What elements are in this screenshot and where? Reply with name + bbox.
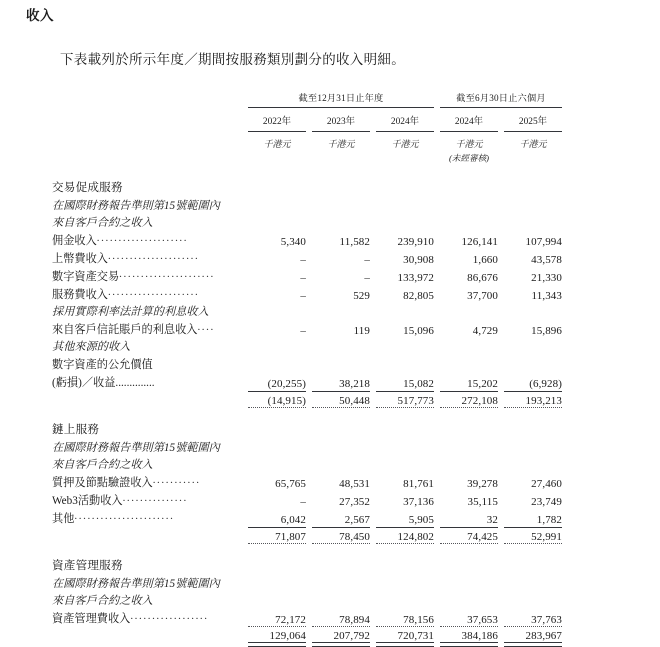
page-title: 收入: [26, 8, 54, 23]
section-1-subtitle-ifrs15: 在國際財務報告準則第15號範圍內: [52, 200, 220, 212]
leader-dots: .....................: [107, 286, 200, 298]
row-label-commission: 佣金收入.....................: [52, 232, 189, 247]
col-unit-2025-interim: 千港元: [519, 139, 547, 149]
section-3-subtitle2-row: [52, 591, 562, 608]
table-row: [52, 372, 562, 390]
cell-web3-2024i: 35,115: [467, 496, 498, 508]
grand-total-row: [52, 627, 562, 642]
cell-staking-2023: 48,531: [339, 478, 370, 490]
cell-listing-fee-2023: –: [364, 254, 370, 266]
table-header-group-row: [52, 90, 562, 106]
col-header-2025-interim: 2025年: [518, 117, 548, 127]
cell-service-fee-2023: 529: [353, 290, 370, 302]
section-title-asset-management: 資產管理服務: [52, 559, 123, 572]
cell-staking-2022: 65,765: [275, 478, 306, 490]
section-1-group3-title-row: [52, 337, 562, 354]
cell-listing-fee-2024i: 1,660: [472, 254, 498, 266]
section-1-group2-title-row: [52, 302, 562, 319]
subtotal-2-2024: 124,802: [397, 531, 434, 543]
table-header-note-row: [52, 150, 562, 166]
grand-total-2024i: 384,186: [461, 630, 498, 642]
double-rule-2023: [312, 642, 370, 647]
cell-fv-2024: 15,082: [403, 378, 434, 390]
leader-dots: .....................: [96, 232, 189, 244]
section-1-subtitle1-row: [52, 196, 562, 213]
table-row: [52, 490, 562, 508]
leader-dots: .......................: [74, 510, 175, 522]
section-2-subtitle1-row: [52, 438, 562, 455]
cell-commission-2022: 5,340: [280, 236, 306, 248]
section-1-subtitle-contracts: 來自客戶合約之收入: [52, 217, 153, 229]
subtotal-2-2024i: 74,425: [467, 531, 498, 543]
row-label-service-fee: 服務費收入.....................: [52, 286, 200, 301]
cell-other-onchain-2024i: 32: [486, 514, 498, 526]
grand-total-double-rule-row: [52, 642, 562, 647]
section-1-subtitle2-row: [52, 213, 562, 230]
cell-trust-interest-2025i: 15,896: [531, 325, 562, 337]
double-rule-2024i: [440, 642, 498, 647]
cell-service-fee-2022: –: [300, 290, 306, 302]
section-3-subtitle1-row: [52, 574, 562, 591]
cell-am-fee-2022: 72,172: [275, 614, 306, 626]
cell-commission-2024i: 126,141: [461, 236, 498, 248]
cell-dat-2023: –: [364, 272, 370, 284]
subtotal-2-2025i: 52,991: [531, 531, 562, 543]
section-2-subtotal-row: [52, 528, 562, 544]
grand-total-2025i: 283,967: [525, 630, 562, 642]
section-2-title-row: [52, 408, 562, 438]
col-header-2024-interim: 2024年: [454, 117, 484, 127]
cell-fv-2025i: (6,928): [529, 378, 562, 390]
leader-dots: .....................: [107, 250, 200, 262]
subtotal-1-2025i: 193,213: [525, 395, 562, 407]
cell-listing-fee-2022: –: [300, 254, 306, 266]
cell-commission-2025i: 107,994: [525, 236, 562, 248]
cell-fv-2022: (20,255): [267, 378, 306, 390]
table-row: [52, 608, 562, 626]
double-rule-2022: [248, 642, 306, 647]
cell-commission-2023: 11,582: [339, 236, 370, 248]
table-row: [52, 472, 562, 490]
leader-dots: ......................: [119, 268, 215, 280]
col-unit-2024: 千港元: [391, 139, 419, 149]
cell-dat-2024: 133,972: [397, 272, 434, 284]
col-header-2024: 2024年: [390, 117, 420, 127]
column-group-annual: 截至12月31日止年度: [298, 93, 384, 103]
cell-web3-2022: –: [300, 496, 306, 508]
row-label-staking: 質押及節點驗證收入...........: [52, 474, 201, 489]
row-label-digital-asset-trading: 數字資產交易......................: [52, 268, 215, 283]
section-1-group-other-sources: 其他來源的收入: [52, 341, 131, 353]
row-label-am-fee: 資產管理費收入..................: [52, 610, 209, 625]
table-header-year-row: [52, 108, 562, 131]
cell-trust-interest-2022: –: [300, 325, 306, 337]
table-row: [52, 248, 562, 266]
section-title-transaction: 交易促成服務: [52, 181, 123, 194]
cell-commission-2024: 239,910: [397, 236, 434, 248]
cell-trust-interest-2024: 15,096: [403, 325, 434, 337]
leader-dots: ...............: [122, 492, 188, 504]
cell-service-fee-2025i: 11,343: [531, 290, 562, 302]
grand-total-2023: 207,792: [333, 630, 370, 642]
row-label-web3: Web3活動收入...............: [52, 492, 188, 507]
revenue-breakdown-table: [52, 90, 562, 647]
double-rule-2025i: [504, 642, 562, 647]
col-unit-2023: 千港元: [327, 139, 355, 149]
table-row: [52, 266, 562, 284]
section-2-subtitle2-row: [52, 455, 562, 472]
cell-fv-2024i: 15,202: [467, 378, 498, 390]
section-3-subtitle-contracts: 來自客戶合約之收入: [52, 595, 153, 607]
cell-dat-2024i: 86,676: [467, 272, 498, 284]
section-title-onchain: 鏈上服務: [52, 423, 100, 436]
row-label-fv-line1: 數字資產的公允價值: [52, 359, 153, 371]
cell-other-onchain-2025i: 1,782: [536, 514, 562, 526]
section-2-subtitle-ifrs15: 在國際財務報告準則第15號範圍內: [52, 442, 220, 454]
cell-am-fee-2024: 78,156: [403, 614, 434, 626]
col-header-2023: 2023年: [326, 117, 356, 127]
cell-am-fee-2024i: 37,653: [467, 614, 498, 626]
section-1-group-effective-interest: 採用實際利率法計算的利息收入: [52, 306, 209, 318]
table-row: [52, 230, 562, 248]
table-row: [52, 319, 562, 337]
subtotal-2-2022: 71,807: [275, 531, 306, 543]
subtotal-2-2023: 78,450: [339, 531, 370, 543]
section-3-subtitle-ifrs15: 在國際財務報告準則第15號範圍內: [52, 578, 220, 590]
cell-trust-interest-2024i: 4,729: [472, 325, 498, 337]
grand-total-2024: 720,731: [397, 630, 434, 642]
cell-other-onchain-2022: 6,042: [280, 514, 306, 526]
col-note-2024-interim: (未經審核): [448, 153, 490, 163]
section-1-title-row: [52, 166, 562, 196]
section-1-fv-label-row: [52, 354, 562, 372]
cell-dat-2025i: 21,330: [531, 272, 562, 284]
row-label-other-onchain: 其他.......................: [52, 510, 175, 525]
table-row: [52, 284, 562, 302]
row-label-trust-interest: 來自客戶信託賬戶的利息收入....: [52, 321, 215, 336]
row-label-fv-line2: (虧損)／收益..............: [52, 377, 155, 389]
leader-dots: ....: [197, 321, 215, 333]
cell-other-onchain-2023: 2,567: [344, 514, 370, 526]
row-label-listing-fee: 上幣費收入.....................: [52, 250, 200, 265]
subtotal-1-2023: 50,448: [339, 395, 370, 407]
cell-web3-2023: 27,352: [339, 496, 370, 508]
section-3-title-row: [52, 544, 562, 574]
col-header-2022: 2022年: [262, 117, 292, 127]
subtotal-1-2024i: 272,108: [461, 395, 498, 407]
leader-dots: ...........: [152, 474, 201, 486]
cell-staking-2025i: 27,460: [531, 478, 562, 490]
leader-dots: ..............: [115, 377, 155, 389]
leader-dots: ..................: [130, 610, 209, 622]
cell-staking-2024: 81,761: [403, 478, 434, 490]
cell-other-onchain-2024: 5,905: [408, 514, 434, 526]
cell-service-fee-2024i: 37,700: [467, 290, 498, 302]
col-unit-2022: 千港元: [263, 139, 291, 149]
cell-listing-fee-2025i: 43,578: [531, 254, 562, 266]
column-group-interim: 截至6月30日止六個月: [456, 93, 546, 103]
grand-total-2022: 129,064: [269, 630, 306, 642]
table-header-unit-row: [52, 132, 562, 151]
double-rule-2024: [376, 642, 434, 647]
cell-am-fee-2023: 78,894: [339, 614, 370, 626]
cell-staking-2024i: 39,278: [467, 478, 498, 490]
cell-trust-interest-2023: 119: [353, 325, 370, 337]
section-2-subtitle-contracts: 來自客戶合約之收入: [52, 459, 153, 471]
cell-web3-2025i: 23,749: [531, 496, 562, 508]
subtotal-1-2024: 517,773: [397, 395, 434, 407]
cell-service-fee-2024: 82,805: [403, 290, 434, 302]
cell-web3-2024: 37,136: [403, 496, 434, 508]
subtotal-1-2022: (14,915): [267, 395, 306, 407]
intro-paragraph: 下表載列於所示年度／期間按服務類別劃分的收入明細。: [60, 52, 405, 67]
table-row: [52, 508, 562, 526]
cell-fv-2023: 38,218: [339, 378, 370, 390]
cell-listing-fee-2024: 30,908: [403, 254, 434, 266]
cell-dat-2022: –: [300, 272, 306, 284]
section-1-subtotal-row: [52, 392, 562, 408]
col-unit-2024-interim: 千港元: [455, 139, 483, 149]
cell-am-fee-2025i: 37,763: [531, 614, 562, 626]
